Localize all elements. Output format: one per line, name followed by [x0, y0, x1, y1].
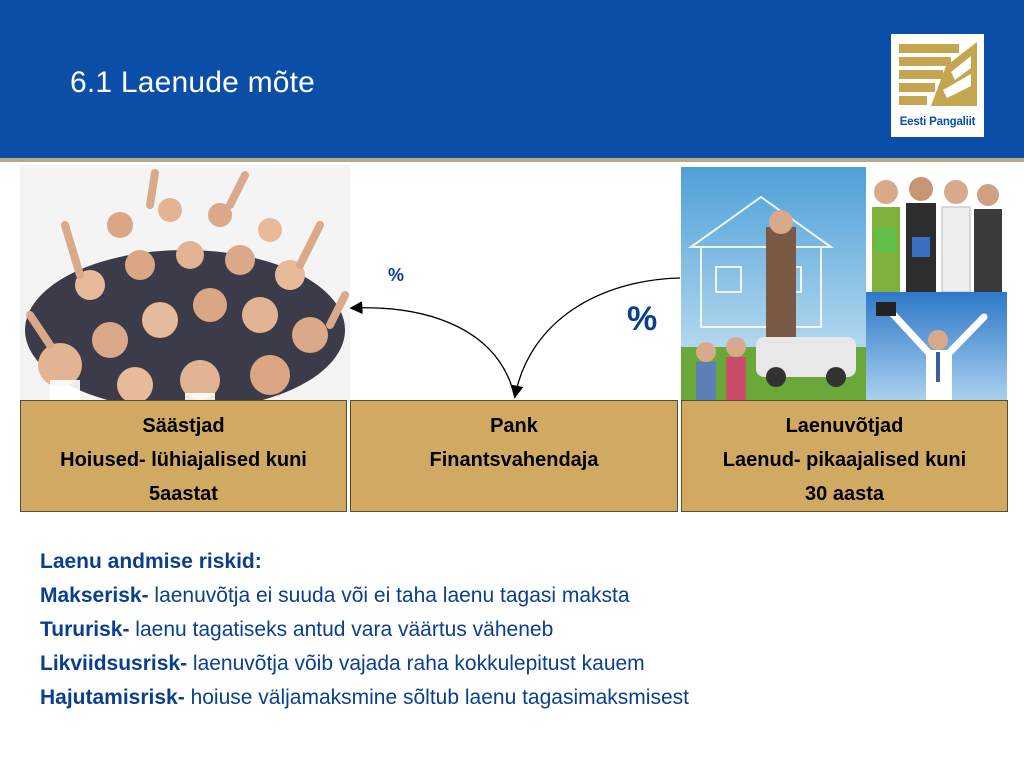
savers-deposits: Hoiused- lühiajalised kuni — [60, 449, 307, 471]
interest-symbol-large: % — [627, 300, 658, 338]
risk-name: Likviidsusrisk- — [40, 652, 188, 675]
risk-item — [40, 613, 689, 647]
savers-box — [20, 400, 347, 512]
risk-item — [40, 579, 689, 613]
risk-name: Makserisk- — [40, 584, 149, 607]
bank-to-savers-arrow — [352, 308, 515, 398]
savers-title: Säästjad — [142, 415, 225, 437]
risk-description: laenuvõtja ei suuda või ei taha laenu tagasi maksta — [148, 584, 630, 607]
risk-description: laenu tagatiseks antud vara väärtus väheneb — [129, 618, 554, 641]
risk-name: Tururisk- — [40, 618, 130, 641]
risks-section — [40, 545, 689, 715]
savers-term: 5aastat — [149, 483, 218, 505]
risk-item — [40, 681, 689, 715]
bank-title: Pank — [490, 415, 538, 437]
slide-title: 6.1 Laenude mõte — [70, 66, 316, 99]
risks-heading: Laenu andmise riskid: — [40, 550, 262, 573]
interest-symbol-small: % — [388, 265, 405, 285]
borrowers-loans: Laenud- pikaajalised kuni — [722, 449, 967, 471]
risk-description: laenuvõtja võib vajada raha kokkulepitust kauem — [187, 652, 645, 675]
risk-item — [40, 647, 689, 681]
logo-text: Eesti Pangaliit — [899, 116, 976, 128]
borrowers-title: Laenuvõtjad — [785, 415, 904, 437]
borrowers-term: 30 aasta — [805, 483, 884, 505]
risk-description: hoiuse väljamaksmine sõltub laenu tagasimaksmisest — [184, 686, 689, 709]
bank-box — [350, 400, 678, 512]
bank-role: Finantsvahendaja — [429, 449, 599, 471]
borrowers-box — [681, 400, 1008, 512]
risk-name: Hajutamisrisk- — [40, 686, 185, 709]
